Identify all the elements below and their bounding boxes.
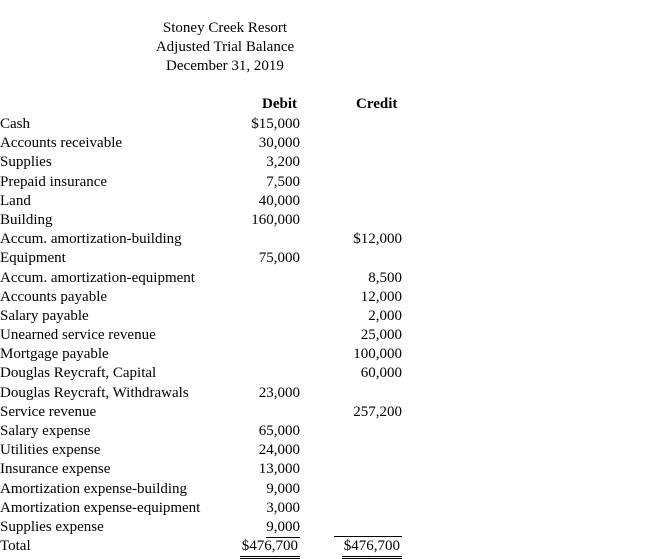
table-row	[0, 115, 420, 134]
debit-amount: 9,000	[266, 480, 300, 497]
account-name: Accounts payable	[0, 288, 108, 305]
table-row	[0, 153, 420, 172]
table-row	[0, 364, 420, 383]
debit-amount: $15,000	[251, 116, 300, 132]
table-row	[0, 480, 420, 499]
account-name: Amortization expense-building	[0, 480, 188, 497]
company-name: Stoney Creek Resort	[162, 20, 288, 36]
table-row	[0, 326, 420, 345]
credit-amount: 2,000	[368, 307, 402, 324]
debit-amount: 23,000	[258, 384, 300, 401]
account-name: Service revenue	[0, 403, 97, 420]
account-name: Utilities expense	[0, 442, 101, 459]
debit-amount: 3,000	[266, 499, 300, 516]
total-label: Total	[0, 538, 31, 555]
table-row	[0, 192, 420, 211]
account-name: Prepaid insurance	[0, 173, 108, 190]
debit-amount: 40,000	[258, 192, 300, 209]
debit-amount: 65,000	[258, 423, 300, 439]
credit-amount: 60,000	[360, 365, 402, 382]
debit-amount: 13,000	[258, 461, 300, 478]
debit-amount: 24,000	[258, 442, 300, 459]
debit-amount: 160,000	[251, 211, 300, 228]
table-row	[0, 345, 420, 364]
table-row	[0, 269, 420, 288]
credit-amount: 100,000	[353, 346, 402, 363]
trial-balance-table	[0, 115, 420, 556]
statement-header	[110, 19, 340, 76]
table-row	[0, 384, 420, 403]
total-row	[0, 537, 420, 556]
credit-amount: $12,000	[353, 231, 402, 248]
account-name: Mortgage payable	[0, 346, 109, 363]
account-name: Douglas Reycraft, Capital	[0, 365, 157, 382]
debit-amount: 7,500	[266, 173, 300, 190]
table-row	[0, 441, 420, 460]
debit-amount: 75,000	[258, 250, 300, 267]
credit-column-header: Credit	[356, 96, 398, 112]
account-name: Cash	[0, 116, 30, 132]
account-name: Accum. amortization-building	[0, 231, 182, 248]
account-name: Land	[0, 192, 31, 209]
statement-title: Adjusted Trial Balance	[155, 39, 295, 55]
account-name: Insurance expense	[0, 461, 111, 478]
account-name: Salary expense	[0, 423, 91, 439]
table-row	[0, 173, 420, 192]
account-name: Accum. amortization-equipment	[0, 269, 195, 286]
debit-amount: 3,200	[266, 154, 300, 171]
credit-amount: 8,500	[368, 269, 402, 286]
total-credit: $476,700	[342, 537, 402, 559]
total-debit: $476,700	[240, 537, 300, 559]
debit-amount: 30,000	[258, 135, 300, 152]
account-name: Equipment	[0, 250, 66, 267]
account-name: Supplies expense	[0, 518, 104, 535]
table-row	[0, 134, 420, 153]
credit-amount: 12,000	[360, 288, 402, 305]
table-row	[0, 307, 420, 326]
account-name: Amortization expense-equipment	[0, 499, 201, 516]
statement-date: December 31, 2019	[166, 58, 284, 74]
account-name: Salary payable	[0, 307, 89, 324]
account-name: Unearned service revenue	[0, 327, 156, 344]
account-name: Accounts receivable	[0, 135, 123, 152]
debit-column-header: Debit	[262, 96, 297, 112]
table-row	[0, 288, 420, 307]
account-name: Building	[0, 211, 53, 228]
table-row	[0, 422, 420, 441]
table-row	[0, 403, 420, 422]
account-name: Supplies	[0, 154, 52, 171]
table-row	[0, 518, 420, 537]
table-row	[0, 230, 420, 249]
account-name: Douglas Reycraft, Withdrawals	[0, 384, 189, 401]
table-row	[0, 249, 420, 268]
credit-amount: 25,000	[360, 327, 402, 344]
credit-total-rule	[334, 536, 402, 537]
table-row	[0, 499, 420, 518]
credit-amount: 257,200	[353, 403, 402, 420]
table-row	[0, 460, 420, 479]
debit-amount: 9,000	[266, 518, 300, 538]
table-row	[0, 211, 420, 230]
